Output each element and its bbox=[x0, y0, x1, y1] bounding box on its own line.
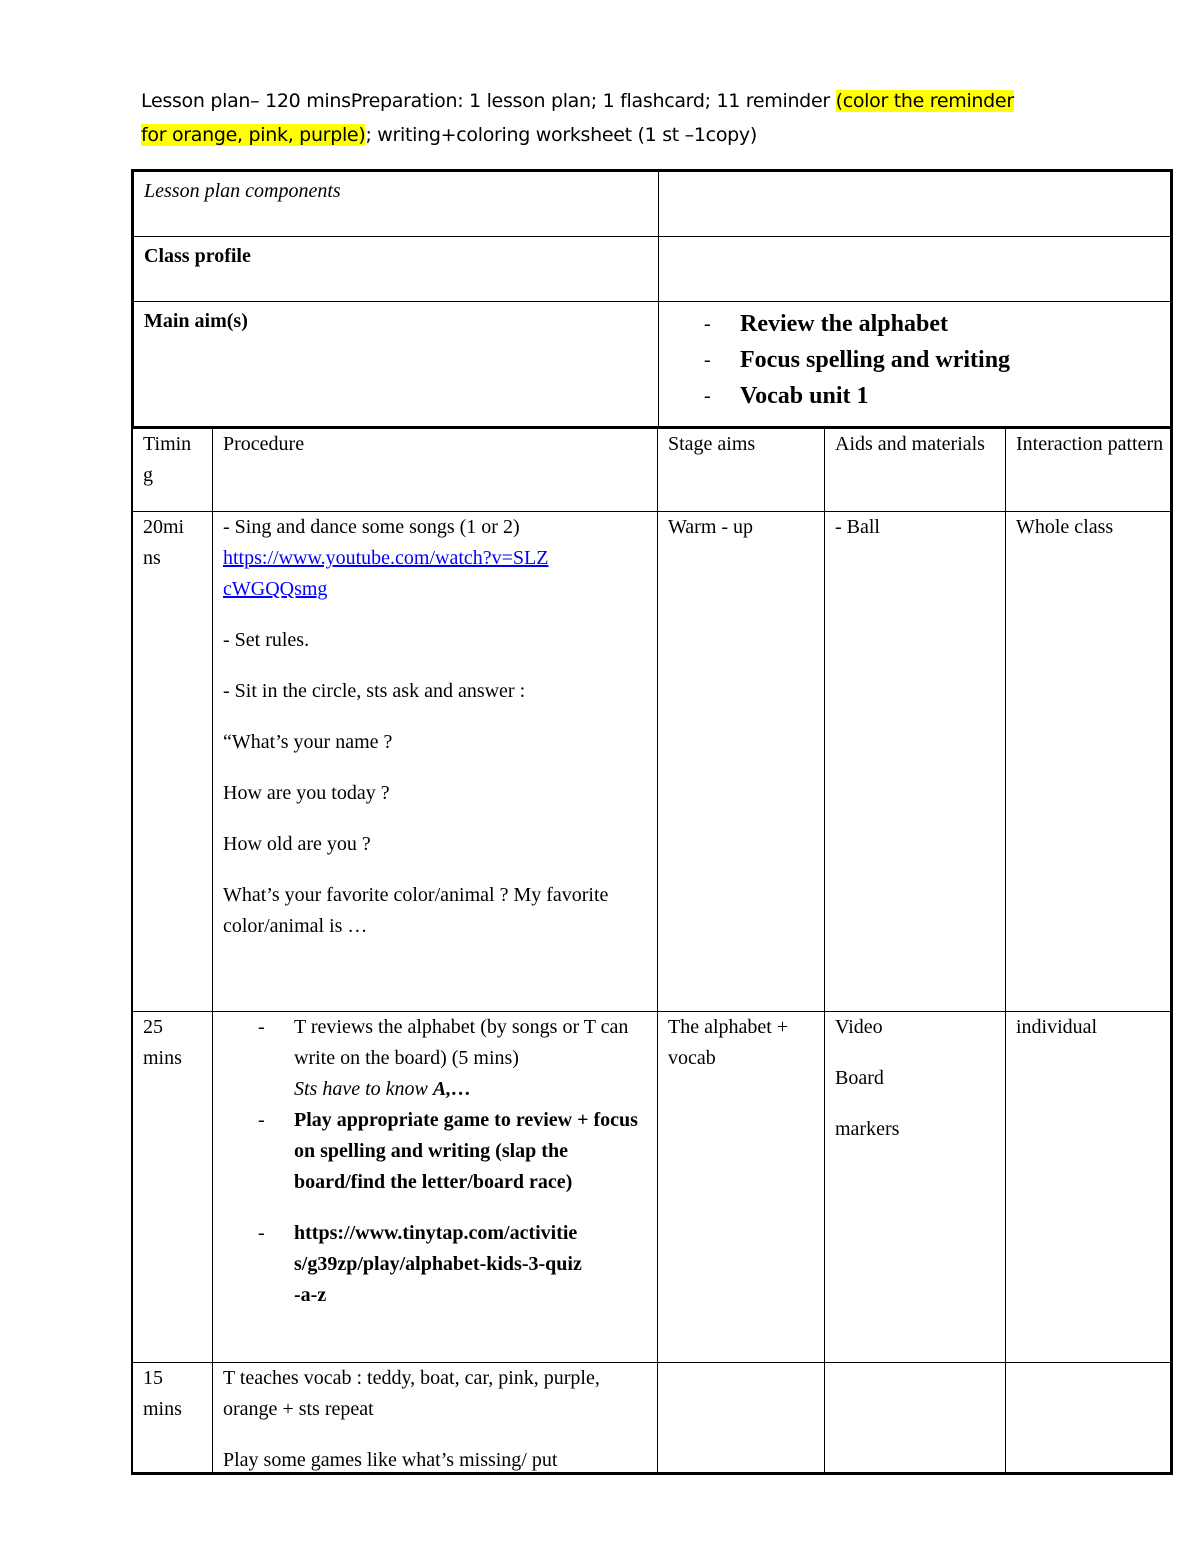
column-divider bbox=[824, 429, 825, 1475]
aid-item: Video bbox=[835, 1016, 883, 1038]
header-aids: Aids and materials bbox=[835, 433, 985, 455]
procedure-line: What’s your favorite color/animal ? My favorite color/animal is … bbox=[223, 884, 609, 937]
procedure-line: Play some games like what’s missing/ put bbox=[223, 1449, 558, 1471]
procedure-line: “What’s your name ? bbox=[223, 731, 393, 753]
header-highlight-2: for orange, pink, purple) bbox=[141, 124, 366, 146]
procedure-table bbox=[131, 429, 1173, 1475]
row3-procedure bbox=[223, 1363, 633, 1476]
row2-stage-aims: The alphabet + vocab bbox=[668, 1016, 789, 1069]
column-divider bbox=[658, 302, 659, 426]
row1-procedure bbox=[223, 512, 648, 942]
row2-procedure bbox=[258, 1012, 648, 1311]
preparation-header bbox=[141, 84, 1071, 152]
column-divider bbox=[1005, 429, 1006, 1475]
row2-aids bbox=[835, 1012, 995, 1145]
procedure-list bbox=[258, 1012, 648, 1311]
aid-item: markers bbox=[835, 1118, 900, 1140]
procedure-line: - Set rules. bbox=[223, 629, 310, 651]
components-label: Lesson plan components bbox=[144, 180, 341, 202]
procedure-line: T teaches vocab : teddy, boat, car, pink, purple, orange + sts repeat bbox=[223, 1367, 600, 1420]
components-row bbox=[134, 172, 1170, 237]
row3-timing: 15 mins bbox=[143, 1367, 182, 1420]
procedure-item: - Play appropriate game to review + focus on spelling and writing (slap the board/find the letter/board race) bbox=[258, 1105, 648, 1198]
main-aim-item: - Focus spelling and writing bbox=[704, 342, 1010, 378]
lesson-components-table bbox=[131, 169, 1173, 429]
main-aims-list bbox=[704, 306, 1010, 414]
tinytap-link[interactable]: - https://www.tinytap.com/activities/g39zp/play/alphabet-kids-3-quiz-a-z bbox=[258, 1218, 648, 1311]
header-procedure: Procedure bbox=[223, 433, 305, 455]
header-text-start: Lesson plan– 120 minsPreparation: 1 lesson plan; 1 flashcard; 11 reminder bbox=[141, 90, 836, 112]
procedure-line: - Sit in the circle, sts ask and answer : bbox=[223, 680, 526, 702]
procedure-line: How are you today ? bbox=[223, 782, 390, 804]
main-aims-row bbox=[134, 302, 1170, 426]
row1-aids: - Ball bbox=[835, 516, 880, 538]
class-profile-row bbox=[134, 237, 1170, 302]
row2-interaction: individual bbox=[1016, 1016, 1098, 1038]
class-profile-label: Class profile bbox=[144, 245, 251, 267]
row1-stage-aims: Warm - up bbox=[668, 516, 754, 538]
column-divider bbox=[657, 429, 658, 1475]
row1-interaction: Whole class bbox=[1016, 516, 1114, 538]
column-divider bbox=[658, 237, 659, 301]
header-text-end: ; writing+coloring worksheet (1 st –1copy) bbox=[365, 124, 757, 146]
main-aims-label: Main aim(s) bbox=[144, 310, 248, 332]
main-aim-item: - Vocab unit 1 bbox=[704, 378, 1010, 414]
table-bottom-border bbox=[131, 1472, 1173, 1475]
main-aim-item: - Review the alphabet bbox=[704, 306, 1010, 342]
header-stage-aims: Stage aims bbox=[668, 433, 756, 455]
youtube-link[interactable]: https://www.youtube.com/watch?v=SLZcWGQQsmg bbox=[223, 547, 549, 600]
header-interaction: Interaction pattern bbox=[1016, 433, 1164, 455]
aid-item: Board bbox=[835, 1067, 884, 1089]
header-timing: Timin g bbox=[143, 433, 192, 486]
procedure-line: - Sing and dance some songs (1 or 2) bbox=[223, 516, 520, 538]
procedure-item: - T reviews the alphabet (by songs or T can write on the board) (5 mins) Sts have to know A,… bbox=[258, 1012, 648, 1105]
procedure-line: How old are you ? bbox=[223, 833, 371, 855]
row2-timing: 25 mins bbox=[143, 1016, 182, 1069]
column-divider bbox=[658, 172, 659, 236]
column-divider bbox=[212, 429, 213, 1475]
row1-timing: 20mi ns bbox=[143, 516, 185, 569]
header-highlight-1: (color the reminder bbox=[835, 90, 1014, 112]
